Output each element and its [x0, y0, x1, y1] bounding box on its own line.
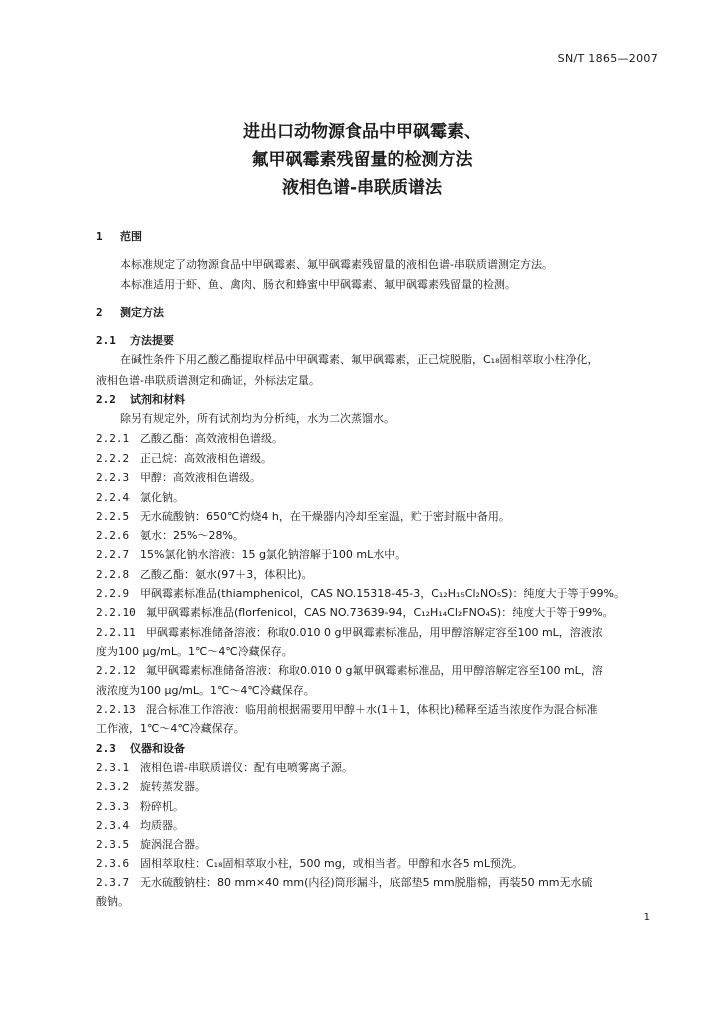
item-number: 2.2.10: [96, 606, 136, 619]
method-summary-line-2: 液相色谱-串联质谱测定和确证，外标法定量。: [96, 374, 320, 387]
title-line-3: 液相色谱-串联质谱法: [281, 178, 443, 198]
item-number: 2.3.5: [96, 838, 130, 851]
equipment-item-continuation: 酸钠。: [96, 895, 129, 908]
reagent-item: 正己烷：高效液相色谱级。: [140, 452, 272, 465]
reagent-item: 氟甲砜霉素标准品(florfenicol，CAS NO.73639-94，C₁₂H₁₄Cl₂FNO₄S)：纯度大于等于99%。: [146, 606, 614, 619]
item-number: 2.2.3: [96, 471, 130, 484]
item-number: 2.3.2: [96, 780, 130, 793]
reagent-item: 氯化钠。: [140, 491, 184, 504]
reagent-item: 乙酸乙酯：高效液相色谱级。: [140, 432, 283, 445]
reagents-intro: 除另有规定外，所有试剂均为分析纯，水为二次蒸馏水。: [120, 412, 395, 425]
reagent-item: 氟甲砜霉素标准储备溶液：称取0.010 0 g氟甲砜霉素标准品，用甲醇溶解定容至100 mL，溶: [146, 664, 603, 677]
equipment-item: 旋转蒸发器。: [140, 780, 206, 793]
item-number: 2.3.1: [96, 761, 130, 774]
equipment-item: 无水硫酸钠柱：80 mm×40 mm(内径)筒形漏斗，底部垫5 mm脱脂棉，再装50 mm无水硫: [140, 876, 593, 889]
equipment-item: 固相萃取柱：C₁₈固相萃取小柱，500 mg，或相当者。甲醇和水各5 mL预洗。: [140, 857, 524, 870]
reagent-item: 乙酸乙酯：氨水(97＋3，体积比)。: [140, 568, 313, 581]
equipment-item: 旋涡混合器。: [140, 838, 206, 851]
reagent-item: 15%氯化钠水溶液：15 g氯化钠溶解于100 mL水中。: [140, 548, 407, 561]
subsection-2-1-number: 2.1: [96, 334, 116, 347]
page-number: 1: [643, 912, 650, 923]
reagent-item-continuation: 工作液，1℃～4℃冷藏保存。: [96, 722, 245, 735]
scope-paragraph-1: 本标准规定了动物源食品中甲砜霉素、氟甲砜霉素残留量的液相色谱-串联质谱测定方法。: [120, 258, 553, 271]
item-number: 2.3.6: [96, 857, 130, 870]
item-number: 2.2.2: [96, 452, 130, 465]
item-number: 2.3.3: [96, 800, 130, 813]
item-number: 2.2.1: [96, 432, 130, 445]
item-number: 2.2.9: [96, 587, 130, 600]
item-number: 2.3.4: [96, 819, 130, 832]
equipment-item: 液相色谱-串联质谱仪：配有电喷雾离子源。: [140, 761, 353, 774]
reagent-item: 甲砜霉素标准储备溶液：称取0.010 0 g甲砜霉素标准品，用甲醇溶解定容至100 mL，溶液浓: [146, 626, 603, 639]
item-number: 2.2.5: [96, 510, 130, 523]
reagent-item: 甲醇：高效液相色谱级。: [140, 471, 261, 484]
item-number: 2.2.13: [96, 703, 136, 716]
section-2-number: 2: [96, 306, 103, 319]
subsection-2-1-title: 方法提要: [130, 334, 174, 347]
item-number: 2.2.11: [96, 626, 136, 639]
subsection-2-3-title: 仪器和设备: [130, 742, 185, 755]
subsection-2-3-number: 2.3: [96, 742, 116, 755]
standard-code: SN/T 1865—2007: [557, 52, 658, 65]
section-1-number: 1: [96, 230, 103, 243]
title-line-1: 进出口动物源食品中甲砜霉素、: [243, 122, 481, 142]
item-number: 2.3.7: [96, 876, 130, 889]
reagent-item-continuation: 度为100 μg/mL。1℃～4℃冷藏保存。: [96, 645, 293, 658]
item-number: 2.2.7: [96, 548, 130, 561]
reagent-item: 氨水：25%～28%。: [140, 529, 244, 542]
section-1-title: 范围: [120, 230, 142, 243]
item-number: 2.2.12: [96, 664, 136, 677]
method-summary-line-1: 在碱性条件下用乙酸乙酯提取样品中甲砜霉素、氟甲砜霉素，正己烷脱脂，C₁₈固相萃取小柱净化，: [120, 353, 599, 366]
section-2-title: 测定方法: [120, 306, 164, 319]
reagent-item-continuation: 液浓度为100 μg/mL。1℃～4℃冷藏保存。: [96, 684, 315, 697]
item-number: 2.2.4: [96, 491, 130, 504]
reagent-item: 混合标准工作溶液：临用前根据需要用甲醇＋水(1＋1，体积比)稀释至适当浓度作为混合标准: [146, 703, 598, 716]
reagent-item: 甲砜霉素标准品(thiamphenicol，CAS NO.15318-45-3，C₁₂H₁₅Cl₂NO₅S)：纯度大于等于99%。: [140, 587, 625, 600]
subsection-2-2-title: 试剂和材料: [130, 393, 185, 406]
equipment-item: 均质器。: [140, 819, 184, 832]
reagent-item: 无水硫酸钠：650℃灼烧4 h，在干燥器内冷却至室温，贮于密封瓶中备用。: [140, 510, 510, 523]
item-number: 2.2.6: [96, 529, 130, 542]
title-line-2: 氟甲砜霉素残留量的检测方法: [251, 150, 473, 170]
subsection-2-2-number: 2.2: [96, 393, 116, 406]
equipment-item: 粉碎机。: [140, 800, 184, 813]
item-number: 2.2.8: [96, 568, 130, 581]
scope-paragraph-2: 本标准适用于虾、鱼、禽肉、肠衣和蜂蜜中甲砜霉素、氟甲砜霉素残留量的检测。: [120, 278, 516, 291]
